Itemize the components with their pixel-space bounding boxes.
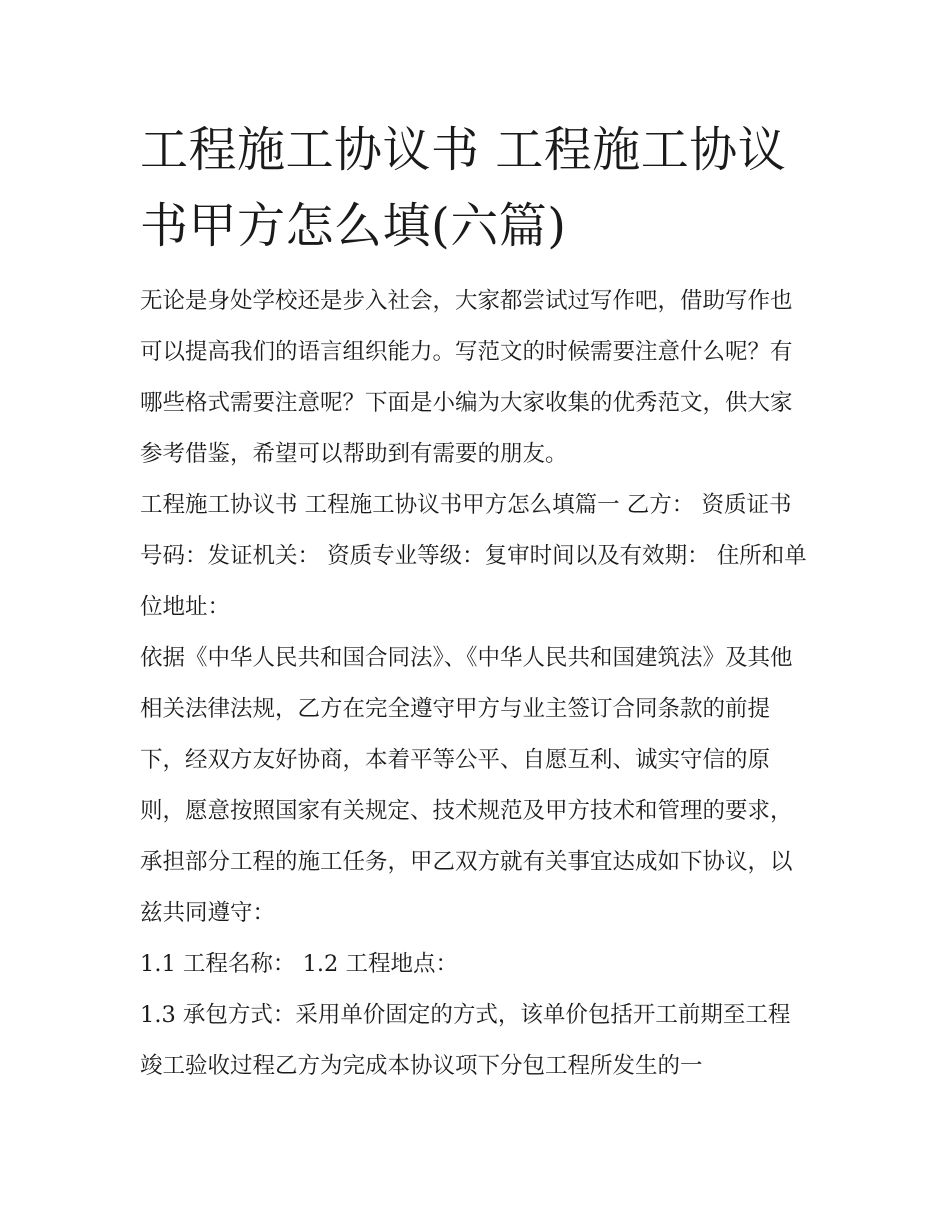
paragraph-legal-basis: 依据《中华人民共和国合同法》、《中华人民共和国建筑法》及其他相关法律法规，乙方在完全遵守甲方与业主签订合同条款的前提下，经双方友好协商，本着平等公平、自愿互利、诚实守信的原则，愿意按照国家有关规定、技术规范及甲方技术和管理的要求，承担部分工程的施工任务，甲乙双方就有关事宜达成如下协议，以兹共同遵守： — [140, 645, 793, 926]
document-page — [140, 112, 812, 1092]
paragraph-project-name-location: 1.1 工程名称： 1.2 工程地点： — [140, 951, 459, 977]
paragraph-intro: 无论是身处学校还是步入社会，大家都尝试过写作吧，借助写作也可以提高我们的语言组织能力。写范文的时候需要注意什么呢？有哪些格式需要注意呢？下面是小编为大家收集的优秀范文，供大家参考借鉴，希望可以帮助到有需要的朋友。 — [140, 288, 793, 467]
paragraph-party-info: 工程施工协议书 工程施工协议书甲方怎么填篇一 乙方： 资质证书号码：发证机关： 资质专业等级：复审时间以及有效期： 住所和单位地址： — [140, 492, 807, 620]
paragraph-contract-method: 1.3 承包方式：采用单价固定的方式，该单价包括开工前期至工程竣工验收过程乙方为完成本协议项下分包工程所发生的一 — [140, 1002, 791, 1079]
title-spacer — [140, 264, 812, 276]
document-title: 工程施工协议书 工程施工协议书甲方怎么填(六篇) — [140, 122, 787, 254]
